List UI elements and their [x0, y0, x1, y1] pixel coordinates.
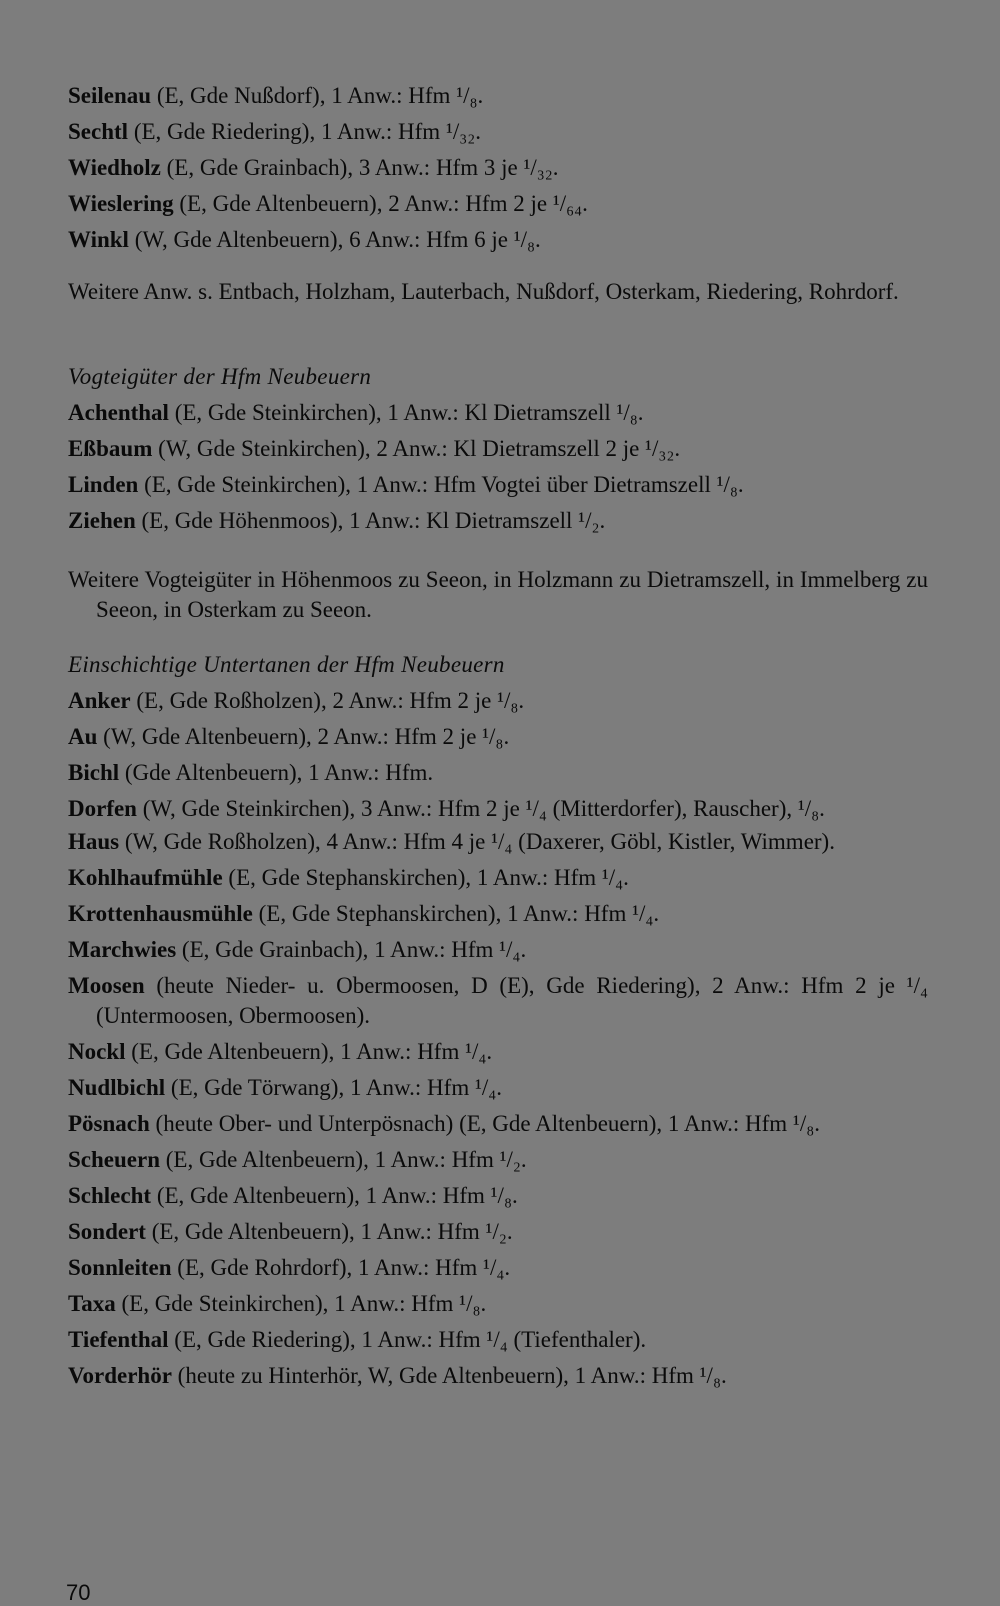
section-entries-1: [68, 78, 928, 258]
entry-detail: (E, Gde Törwang), 1 Anw.: Hfm ¹/₄.: [165, 1075, 503, 1100]
entry-detail: (heute Ober- und Unterpösnach) (E, Gde Altenbeuern), 1 Anw.: Hfm ¹/₈.: [149, 1111, 820, 1136]
entry-name: Wieslering: [68, 191, 174, 216]
entry-linden: [68, 467, 928, 503]
entry-name: Seilenau: [68, 83, 152, 108]
entry-detail: (E, Gde Nußdorf), 1 Anw.: Hfm ¹/₈.: [151, 83, 484, 108]
entry-name: Achenthal: [68, 400, 169, 425]
entry-name: Eßbaum: [68, 436, 153, 461]
entry-essbaum: [68, 431, 928, 467]
entry-krottenhausmuehle: [68, 896, 928, 932]
entry-anker: [68, 683, 928, 719]
note-further-residents: Weitere Anw. s. Entbach, Holzham, Lauterbach, Nußdorf, Osterkam, Riedering, Rohrdorf.: [68, 279, 899, 304]
entry-haus: [68, 827, 928, 857]
entry-name: Moosen: [68, 973, 145, 998]
entry-name: Nockl: [68, 1039, 126, 1064]
entry-name: Marchwies: [68, 937, 177, 962]
entry-name: Ziehen: [68, 508, 136, 533]
entry-name: Vorderhör: [68, 1363, 172, 1388]
entry-marchwies: [68, 932, 928, 968]
page-number: 70: [66, 1580, 91, 1605]
entry-detail: (E, Gde Steinkirchen), 1 Anw.: Hfm Vogtei über Dietramszell ¹/₈.: [138, 472, 744, 497]
entry-name: Anker: [68, 688, 131, 713]
entry-detail: (E, Gde Altenbeuern), 1 Anw.: Hfm ¹/₈.: [151, 1183, 518, 1208]
entry-name: Pösnach: [68, 1111, 150, 1136]
entry-detail: (E, Gde Riedering), 1 Anw.: Hfm ¹/₄ (Tiefenthaler).: [168, 1327, 647, 1352]
entry-detail: (E, Gde Altenbeuern), 1 Anw.: Hfm ¹/₂.: [160, 1147, 527, 1172]
entry-name: Bichl: [68, 760, 120, 785]
entry-detail: (E, Gde Höhenmoos), 1 Anw.: Kl Dietramszell ¹/₂.: [135, 508, 606, 533]
entry-taxa: [68, 1286, 928, 1322]
entry-detail: (E, Gde Stephanskirchen), 1 Anw.: Hfm ¹/₄.: [222, 865, 629, 890]
entry-name: Scheuern: [68, 1147, 160, 1172]
note-further-vogteigueter: Weitere Vogteigüter in Höhenmoos zu Seeon, in Holzmann zu Dietramszell, in Immelberg zu Seeon, in Osterkam zu Seeon.: [68, 567, 928, 622]
entry-poesnach: [68, 1109, 928, 1139]
entry-detail: (E, Gde Rohrdorf), 1 Anw.: Hfm ¹/₄.: [171, 1255, 511, 1280]
entry-dorfen: [68, 794, 928, 824]
entry-wieslering: [68, 186, 928, 222]
entry-name: Kohlhaufmühle: [68, 865, 223, 890]
entry-seilenau: [68, 78, 928, 114]
entry-moosen: [68, 971, 928, 1031]
entry-detail: (E, Gde Stephanskirchen), 1 Anw.: Hfm ¹/₄.: [252, 901, 660, 926]
section-einschichtige: [68, 647, 928, 1394]
entry-sechtl: [68, 114, 928, 150]
entry-name: Wiedholz: [68, 155, 161, 180]
entry-scheuern: [68, 1142, 928, 1178]
entry-vorderhoer: [68, 1358, 928, 1394]
entry-detail: (W, Gde Altenbeuern), 6 Anw.: Hfm 6 je ¹/₈.: [128, 227, 541, 252]
entry-nockl: [68, 1034, 928, 1070]
section-note-1: [68, 277, 928, 307]
entry-detail: (heute Nieder- u. Obermoosen, D (E), Gde Riedering), 2 Anw.: Hfm 2 je ¹/₄ (Untermoosen, Obermoosen).: [96, 973, 928, 1028]
entry-name: Nudlbichl: [68, 1075, 166, 1100]
entry-detail: (E, Gde Altenbeuern), 2 Anw.: Hfm 2 je ¹/₆₄.: [173, 191, 588, 216]
entry-detail: (Gde Altenbeuern), 1 Anw.: Hfm.: [119, 760, 434, 785]
entry-tiefenthal: [68, 1322, 928, 1358]
entry-detail: (W, Gde Roßholzen), 4 Anw.: Hfm 4 je ¹/₄ (Daxerer, Göbl, Kistler, Wimmer).: [119, 829, 835, 854]
entry-detail: (E, Gde Steinkirchen), 1 Anw.: Kl Dietramszell ¹/₈.: [168, 400, 644, 425]
section-note-2: [68, 565, 928, 625]
entry-wiedholz: [68, 150, 928, 186]
entry-name: Sonnleiten: [68, 1255, 172, 1280]
section-vogteigueter: [68, 359, 928, 539]
entry-au: [68, 719, 928, 755]
entry-sonnleiten: [68, 1250, 928, 1286]
entry-detail: (E, Gde Altenbeuern), 1 Anw.: Hfm ¹/₄.: [125, 1039, 493, 1064]
entry-name: Sondert: [68, 1219, 146, 1244]
entry-name: Krottenhausmühle: [68, 901, 253, 926]
entry-detail: (W, Gde Steinkirchen), 2 Anw.: Kl Dietramszell 2 je ¹/₃₂.: [152, 436, 681, 461]
entry-sondert: [68, 1214, 928, 1250]
entry-name: Winkl: [68, 227, 129, 252]
entry-name: Linden: [68, 472, 139, 497]
entry-detail: (E, Gde Steinkirchen), 1 Anw.: Hfm ¹/₈.: [115, 1291, 487, 1316]
entry-achenthal: [68, 395, 928, 431]
entry-detail: (E, Gde Grainbach), 3 Anw.: Hfm 3 je ¹/₃₂.: [160, 155, 559, 180]
entry-name: Haus: [68, 829, 120, 854]
entry-bichl: [68, 755, 928, 791]
entry-nudlbichl: [68, 1070, 928, 1106]
entry-detail: (E, Gde Grainbach), 1 Anw.: Hfm ¹/₄.: [176, 937, 527, 962]
entry-winkl: [68, 222, 928, 258]
entry-detail: (E, Gde Altenbeuern), 1 Anw.: Hfm ¹/₂.: [145, 1219, 513, 1244]
entry-detail: (W, Gde Steinkirchen), 3 Anw.: Hfm 2 je ¹/₄ (Mitterdorfer), Rauscher), ¹/₈.: [136, 796, 825, 821]
entry-name: Dorfen: [68, 796, 137, 821]
entry-kohlhaufmuehle: [68, 860, 928, 896]
section-heading: Vogteigüter der Hfm Neubeuern: [68, 364, 372, 389]
entry-detail: (heute zu Hinterhör, W, Gde Altenbeuern), 1 Anw.: Hfm ¹/₈.: [171, 1363, 727, 1388]
entry-name: Sechtl: [68, 119, 129, 144]
entry-detail: (W, Gde Altenbeuern), 2 Anw.: Hfm 2 je ¹/₈.: [97, 724, 510, 749]
entry-name: Tiefenthal: [68, 1327, 169, 1352]
entry-name: Schlecht: [68, 1183, 152, 1208]
entry-detail: (E, Gde Riedering), 1 Anw.: Hfm ¹/₃₂.: [128, 119, 482, 144]
entry-detail: (E, Gde Roßholzen), 2 Anw.: Hfm 2 je ¹/₈.: [130, 688, 525, 713]
entry-name: Au: [68, 724, 98, 749]
entry-ziehen: [68, 503, 928, 539]
entry-name: Taxa: [68, 1291, 116, 1316]
section-heading: Einschichtige Untertanen der Hfm Neubeuern: [68, 652, 505, 677]
entry-schlecht: [68, 1178, 928, 1214]
